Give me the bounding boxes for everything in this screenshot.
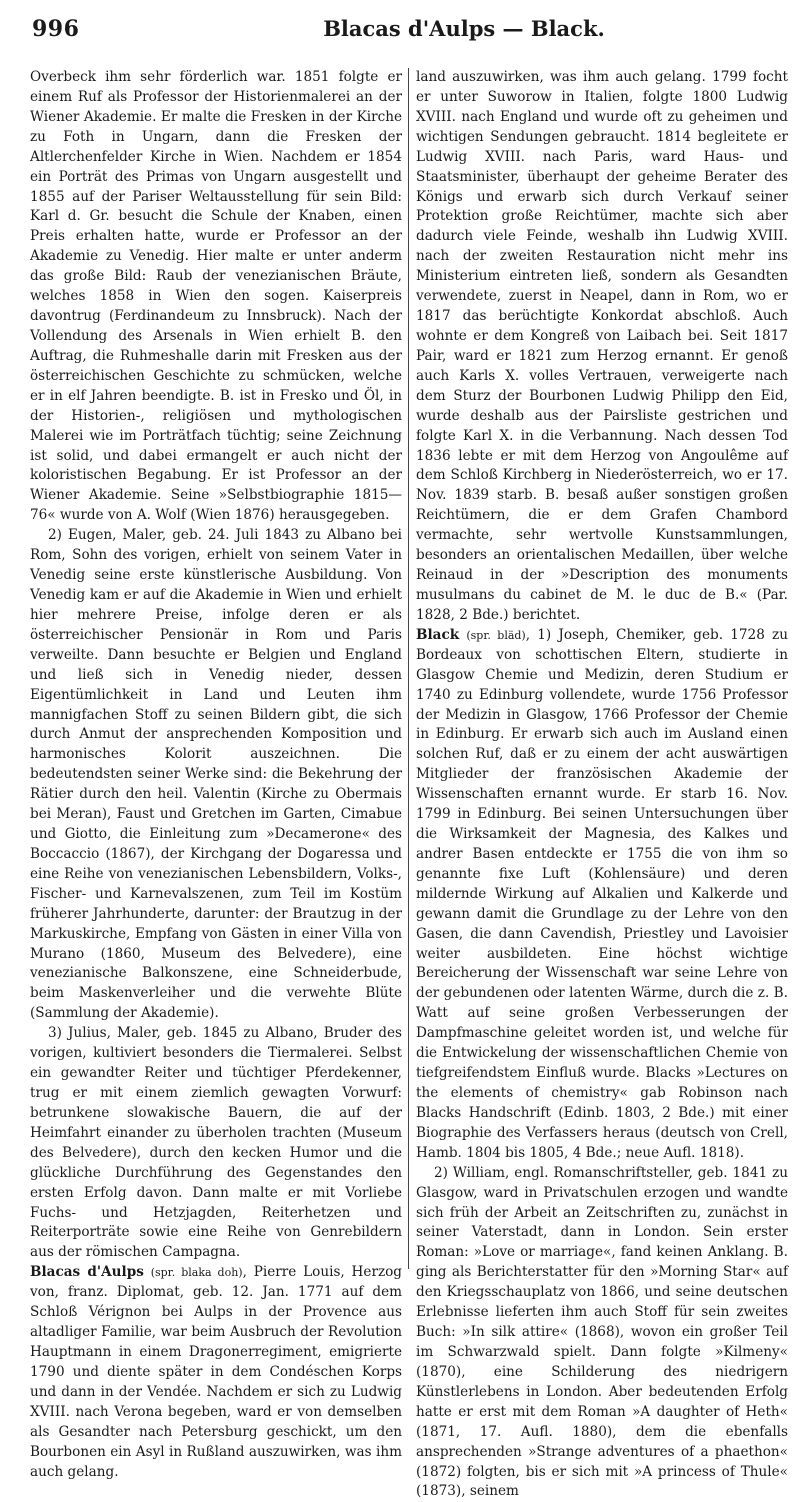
entry-blacas-text: , Pierre Louis, Herzog von, franz. Diplomat, geb. 12. Jan. 1771 auf dem Schloß Vérignon bei Aulps in der Provence aus altadliger Familie, war beim Ausbruch der Revolution Hauptmann in einem Dragonerregiment, emigrierte 1790 und diente später in dem Condéschen Korps und dann in der Vendée. Nachdem er sich zu Ludwig XVIII. nach Verona begeben, ward er von demselben als Gesandter nach Petersburg geschickt, um den Bourbonen ein Asyl in Rußland auszuwirken, was ihm auch gelang.	[30, 1264, 403, 1480]
entry-julius: 3) Julius, Maler, geb. 1845 zu Albano, Bruder des vorigen, kultiviert besonders die Tiermalerei. Selbst ein gewandter Reiter und tüchtiger Pferdekenner, trug er mit einem ziemlich gewagten Vorwurf: betrunkene slowakische Bauern, die auf der Heimfahrt einander zu überholen trachten (Museum des Belvedere), durch den kecken Humor und die glückliche Durchführung des Gegenstandes den ersten Erfolg davon. Dann malte er mit Vorliebe Fuchs- und Hetzjagden, Reiterhetzen und Reiterporträte sowie eine Reihe von Genrebildern aus der römischen Campagna.	[30, 1025, 402, 1261]
page-header	[30, 12, 778, 52]
column-divider	[408, 68, 409, 1269]
pronunciation-black: (spr. bläd)	[466, 628, 526, 642]
entry-blacas	[30, 1263, 402, 1482]
headword-black: Black	[416, 626, 460, 643]
entry-black-joseph	[416, 626, 788, 1164]
entry-black-joseph-text: , 1) Joseph, Chemiker, geb. 1728 zu Bordeaux von schottischen Eltern, studierte in Glasgow Chemie und Medizin, deren Studium er 1740 zu Edinburg vollendete, wurde 1756 Professor der Medizin in Glasgow, 1766 Professor der Chemie in Edinburg. Er erwarb sich auch im Ausland einen solchen Ruf, daß er zu einem der acht auswärtigen Mitglieder der französischen Akademie der Wissenschaften ernannt wurde. Er starb 16. Nov. 1799 in Edinburg. Bei seinen Untersuchungen über die Wirksamkeit der Magnesia, des Kalkes und andrer Basen entdeckte er 1755 die von ihm so genannte fixe Luft (Kohlensäure) und deren mildernde Wirkung auf Alkalien und Kalkerde und gewann damit die Grundlage zu der Lehre von den Gasen, die dann Cavendish, Priestley und Lavoisier weiter ausbildeten. Eine höchst wichtige Bereicherung der Wissenschaft war seine Lehre von der gebundenen oder latenten Wärme, durch die z. B. Watt auf seine großen Verbesserungen der Dampfmaschine geleitet worden ist, und welche für die Entwickelung der wissenschaftlichen Chemie von tiefgreifendstem Einfluß wurde. Blacks »Lectures on the elements of chemistry« gab Robinson nach Blacks Handschrift (Edinb. 1803, 2 Bde.) mit einer Biographie des Verfassers heraus (deutsch von Crell, Hamb. 1804 bis 1805, 4 Bde.; neue Aufl. 1818).	[416, 626, 788, 1161]
right-column	[416, 68, 788, 1500]
running-title: Blacas d'Aulps — Black.	[323, 16, 605, 41]
entry-black-william: 2) William, engl. Romanschriftsteller, geb. 1841 zu Glasgow, ward in Privatschulen erzogen und wandte sich früh der Arbeit an Zeitschriften zu, zunächst in seiner Vaterstadt, dann in London. Sein erster Roman: »Love or marriage«, fand keinen Anklang. B. ging als Berichterstatter für den »Morning Star« auf den Kriegsschauplatz von 1866, und seine deutschen Erlebnisse lieferten ihm auch Stoff für sein zweites Buch: »In silk attire« (1868), wovon ein großer Teil im Schwarzwald spielt. Dann folgte »Kilmeny« (1870), eine Schilderung des niedrigern Künstlerlebens in London. Aber bedeutenden Erfolg hatte er erst mit dem Roman »A daughter of Heth« (1871, 17. Aufl. 1880), dem die ebenfalls ansprechenden »Strange adventures of a phaethon« (1872) folgten, bis er sich mit »A princess of Thule« (1873), seinem	[416, 1164, 788, 1500]
page-number: 996	[32, 16, 80, 42]
headword-blacas: Blacas d'Aulps	[30, 1264, 144, 1281]
paragraph-overbeck: Overbeck ihm sehr förderlich war. 1851 folgte er einem Ruf als Professor der Historienmalerei an der Wiener Akademie. Er malte die Fresken in der Kirche zu Foth in Ungarn, dann die Fresken der Altlerchenfelder Kirche in Wien. Nachdem er 1854 ein Porträt des Primas von Ungarn ausgestellt und 1855 auf der Pariser Weltausstellung für sein Bild: Karl d. Gr. besucht die Schule der Knaben, einen Preis erhalten hatte, wurde er Professor an der Akademie zu Venedig. Hier malte er unter anderm das große Bild: Raub der venezianischen Bräute, welches 1858 in Wien den sogen. Kaiserpreis davontrug (Ferdinandeum zu Innsbruck). Nach der Vollendung des Arsenals in Wien erhielt B. den Auftrag, die Ruhmeshalle darin mit Fresken aus der österreichischen Geschichte zu schmücken, welche er in elf Jahren beendigte. B. ist in Fresko und Öl, in der Historien-, religiösen und mythologischen Malerei wie im Porträtfach tüchtig; seine Zeichnung ist solid, und dabei ermangelt er auch nicht der koloristischen Begabung. Er ist Professor an der Wiener Akademie. Seine »Selbstbiographie 1815—76« wurde von A. Wolf (Wien 1876) herausgegeben.	[30, 69, 402, 524]
entry-eugen: 2) Eugen, Maler, geb. 24. Juli 1843 zu Albano bei Rom, Sohn des vorigen, erhielt von seinem Vater in Venedig seine erste künstlerische Ausbildung. Von Venedig kam er auf die Akademie in Wien und erhielt hier mehrere Preise, infolge deren er als österreichischer Pensionär in Rom und Paris verweilte. Dann besuchte er Belgien und England und ließ sich in Venedig nieder, dessen Eigentümlichkeit in Land und Leuten ihm mannigfachen Stoff zu seinen Bildern gibt, die sich durch Anmut der ansprechenden Komposition und harmonisches Kolorit auszeichnen. Die bedeutendsten seiner Werke sind: die Bekehrung der Rätier durch den heil. Valentin (Kirche zu Obermais bei Meran), Faust und Gretchen im Garten, Cimabue und Giotto, die Einleitung zum »Decamerone« des Boccaccio (1867), der Kirchgang der Dogaressa und eine Reihe von venezianischen Lebensbildern, Volks-, Fischer- und Karnevalszenen, zum Teil im Kostüm früherer Jahrhunderte, darunter: der Brautzug in der Markuskirche, Empfang von Gästen in einer Villa von Murano (1860, Museum des Belvedere), eine venezianische Balkonszene, eine Schneiderbude, beim Maskenverleiher und die verwehte Blüte (Sammlung der Akademie).	[30, 527, 402, 1022]
pronunciation-blacas: (spr. blaka doh)	[150, 1266, 243, 1280]
left-column	[30, 68, 403, 1480]
paragraph-blacas-continued: land auszuwirken, was ihm auch gelang. 1799 focht er unter Suworow in Italien, folgte 1800 Ludwig XVIII. nach England und wurde oft zu geheimen und wichtigen Sendungen gebraucht. 1814 begleitete er Ludwig XVIII. nach Paris, ward Haus- und Staatsminister, überhaupt der geheime Berater des Königs und erwarb sich durch Verkauf seiner Protektion große Reichtümer, machte sich aber dadurch viele Feinde, weshalb ihn Ludwig XVIII. nach der zweiten Restauration nicht mehr ins Ministerium eintreten ließ, sondern als Gesandten verwendete, zuerst in Neapel, dann in Rom, wo er 1817 das berüchtigte Konkordat abschloß. Auch wohnte er dem Kongreß von Laibach bei. Seit 1817 Pair, ward er 1821 zum Herzog ernannt. Er genoß auch Karls X. volles Vertrauen, verweigerte nach dem Sturz der Bourbonen Ludwig Philipp den Eid, wurde deshalb aus der Pairsliste gestrichen und folgte Karl X. in die Verbannung. Nach dessen Tod 1836 lebte er mit dem Herzog von Angoulême auf dem Schloß Kirchberg in Niederösterreich, wo er 17. Nov. 1839 starb. B. besaß außer sonstigen großen Reichtümern, die er dem Grafen Chambord vermachte, sehr wertvolle Kunstsammlungen, besonders an orientalischen Medaillen, über welche Reinaud in der »Description des monuments musulmans du cabinet de M. le duc de B.« (Par. 1828, 2 Bde.) berichtet.	[416, 69, 788, 623]
text-columns	[30, 68, 788, 1500]
